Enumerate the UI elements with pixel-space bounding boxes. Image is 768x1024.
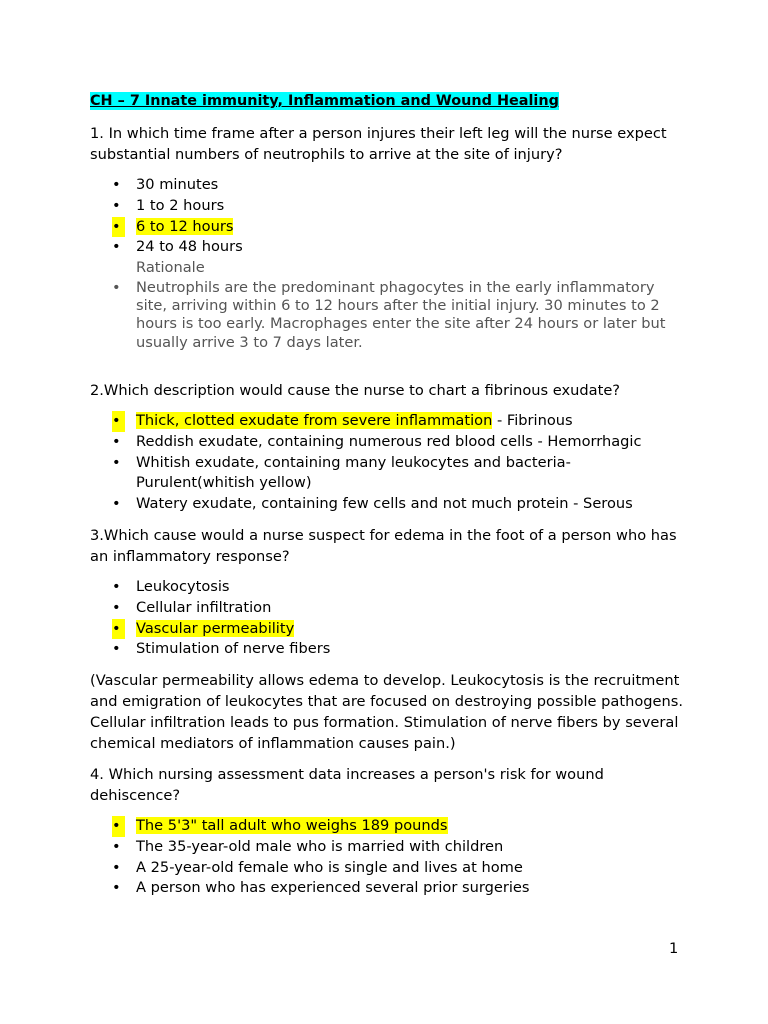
option-text: 30 minutes <box>136 176 219 193</box>
bullet: • <box>112 879 121 897</box>
bullet: • <box>112 578 121 595</box>
list-item <box>0 453 686 495</box>
list-item <box>0 816 686 837</box>
rationale-item <box>0 279 686 352</box>
correct-answer: Thick, clotted exudate from severe inflammation <box>136 412 493 429</box>
option-text: A person who has experienced several prior surgeries <box>136 879 530 897</box>
question-1: 1. In which time frame after a person injures their left leg will the nurse expect substantial numbers of neutrophils to arrive at the site of injury? <box>90 125 667 163</box>
list-item <box>0 837 686 858</box>
chapter-title: CH – 7 Innate immunity, Inflammation and Wound Healing <box>90 93 559 109</box>
page-number: 1 <box>669 940 679 957</box>
list-item <box>0 878 686 899</box>
option-text: Leukocytosis <box>136 578 230 595</box>
bullet: • <box>112 640 121 658</box>
question-4: 4. Which nursing assessment data increases a person's risk for wound dehiscence? <box>90 766 604 804</box>
list-item <box>0 237 686 258</box>
bullet: • <box>112 453 121 471</box>
list-item <box>0 858 686 879</box>
list-item <box>0 494 686 515</box>
bullet: • <box>112 196 121 214</box>
correct-answer: 6 to 12 hours <box>136 217 234 235</box>
list-item <box>0 217 686 238</box>
question-3: 3.Which cause would a nurse suspect for edema in the foot of a person who has an inflammatory response? <box>90 527 677 565</box>
option-text: 1 to 2 hours <box>136 196 225 214</box>
option-text: 24 to 48 hours <box>136 238 243 256</box>
bullet: • <box>112 217 125 238</box>
correct-answer: Vascular permeability <box>136 619 295 637</box>
option-text: Whitish exudate, containing many leukocytes and bacteria- Purulent(whitish yellow) <box>136 453 571 492</box>
bullet: • <box>112 432 121 450</box>
bullet: • <box>112 837 121 855</box>
bullet: • <box>112 495 121 513</box>
list-item <box>0 577 686 598</box>
option-text: Watery exudate, containing few cells and not much protein - Serous <box>136 495 633 513</box>
question-1-options <box>0 175 768 352</box>
option-text: Stimulation of nerve fibers <box>136 640 331 658</box>
question-2-options <box>0 411 768 515</box>
list-item <box>0 175 686 196</box>
bullet: • <box>112 278 121 296</box>
bullet: • <box>112 816 125 837</box>
rationale-text: Neutrophils are the predominant phagocytes in the early inflammatory site, arriving within 6 to 12 hours after the initial injury. 30 minutes to 2 hours is too early. Macrophages enter the site after 24 hours or later but usually arrive 3 to 7 days later. <box>136 278 666 351</box>
question-3-options <box>0 577 768 660</box>
bullet: • <box>112 598 121 616</box>
list-item <box>0 598 686 619</box>
option-suffix: - Fibrinous <box>492 412 573 429</box>
question-3-explanation: (Vascular permeability allows edema to develop. Leukocytosis is the recruitment and emigration of leukocytes that are focused on destroying possible pathogens. Cellular infiltration leads to pus formation. Stimulation of nerve fibers by several chemical mediators of inflammation causes pain.) <box>90 672 683 752</box>
correct-answer: The 5'3" tall adult who weighs 189 pounds <box>136 817 448 834</box>
list-item <box>0 196 686 217</box>
bullet: • <box>112 411 125 432</box>
option-text: A 25-year-old female who is single and lives at home <box>136 858 523 876</box>
rationale-heading-text: Rationale <box>136 259 205 277</box>
option-text: Cellular infiltration <box>136 598 272 616</box>
question-2: 2.Which description would cause the nurse to chart a fibrinous exudate? <box>90 382 621 399</box>
list-item <box>0 639 686 660</box>
list-item <box>0 411 686 432</box>
option-text: The 35-year-old male who is married with children <box>136 837 504 855</box>
question-4-options <box>0 816 768 899</box>
bullet: • <box>112 858 121 876</box>
list-item <box>0 432 686 453</box>
bullet: • <box>112 238 121 256</box>
option-text: Reddish exudate, containing numerous red blood cells - Hemorrhagic <box>136 432 642 450</box>
rationale-heading <box>0 258 686 279</box>
list-item <box>0 619 686 640</box>
bullet: • <box>112 619 125 640</box>
bullet: • <box>112 176 121 193</box>
